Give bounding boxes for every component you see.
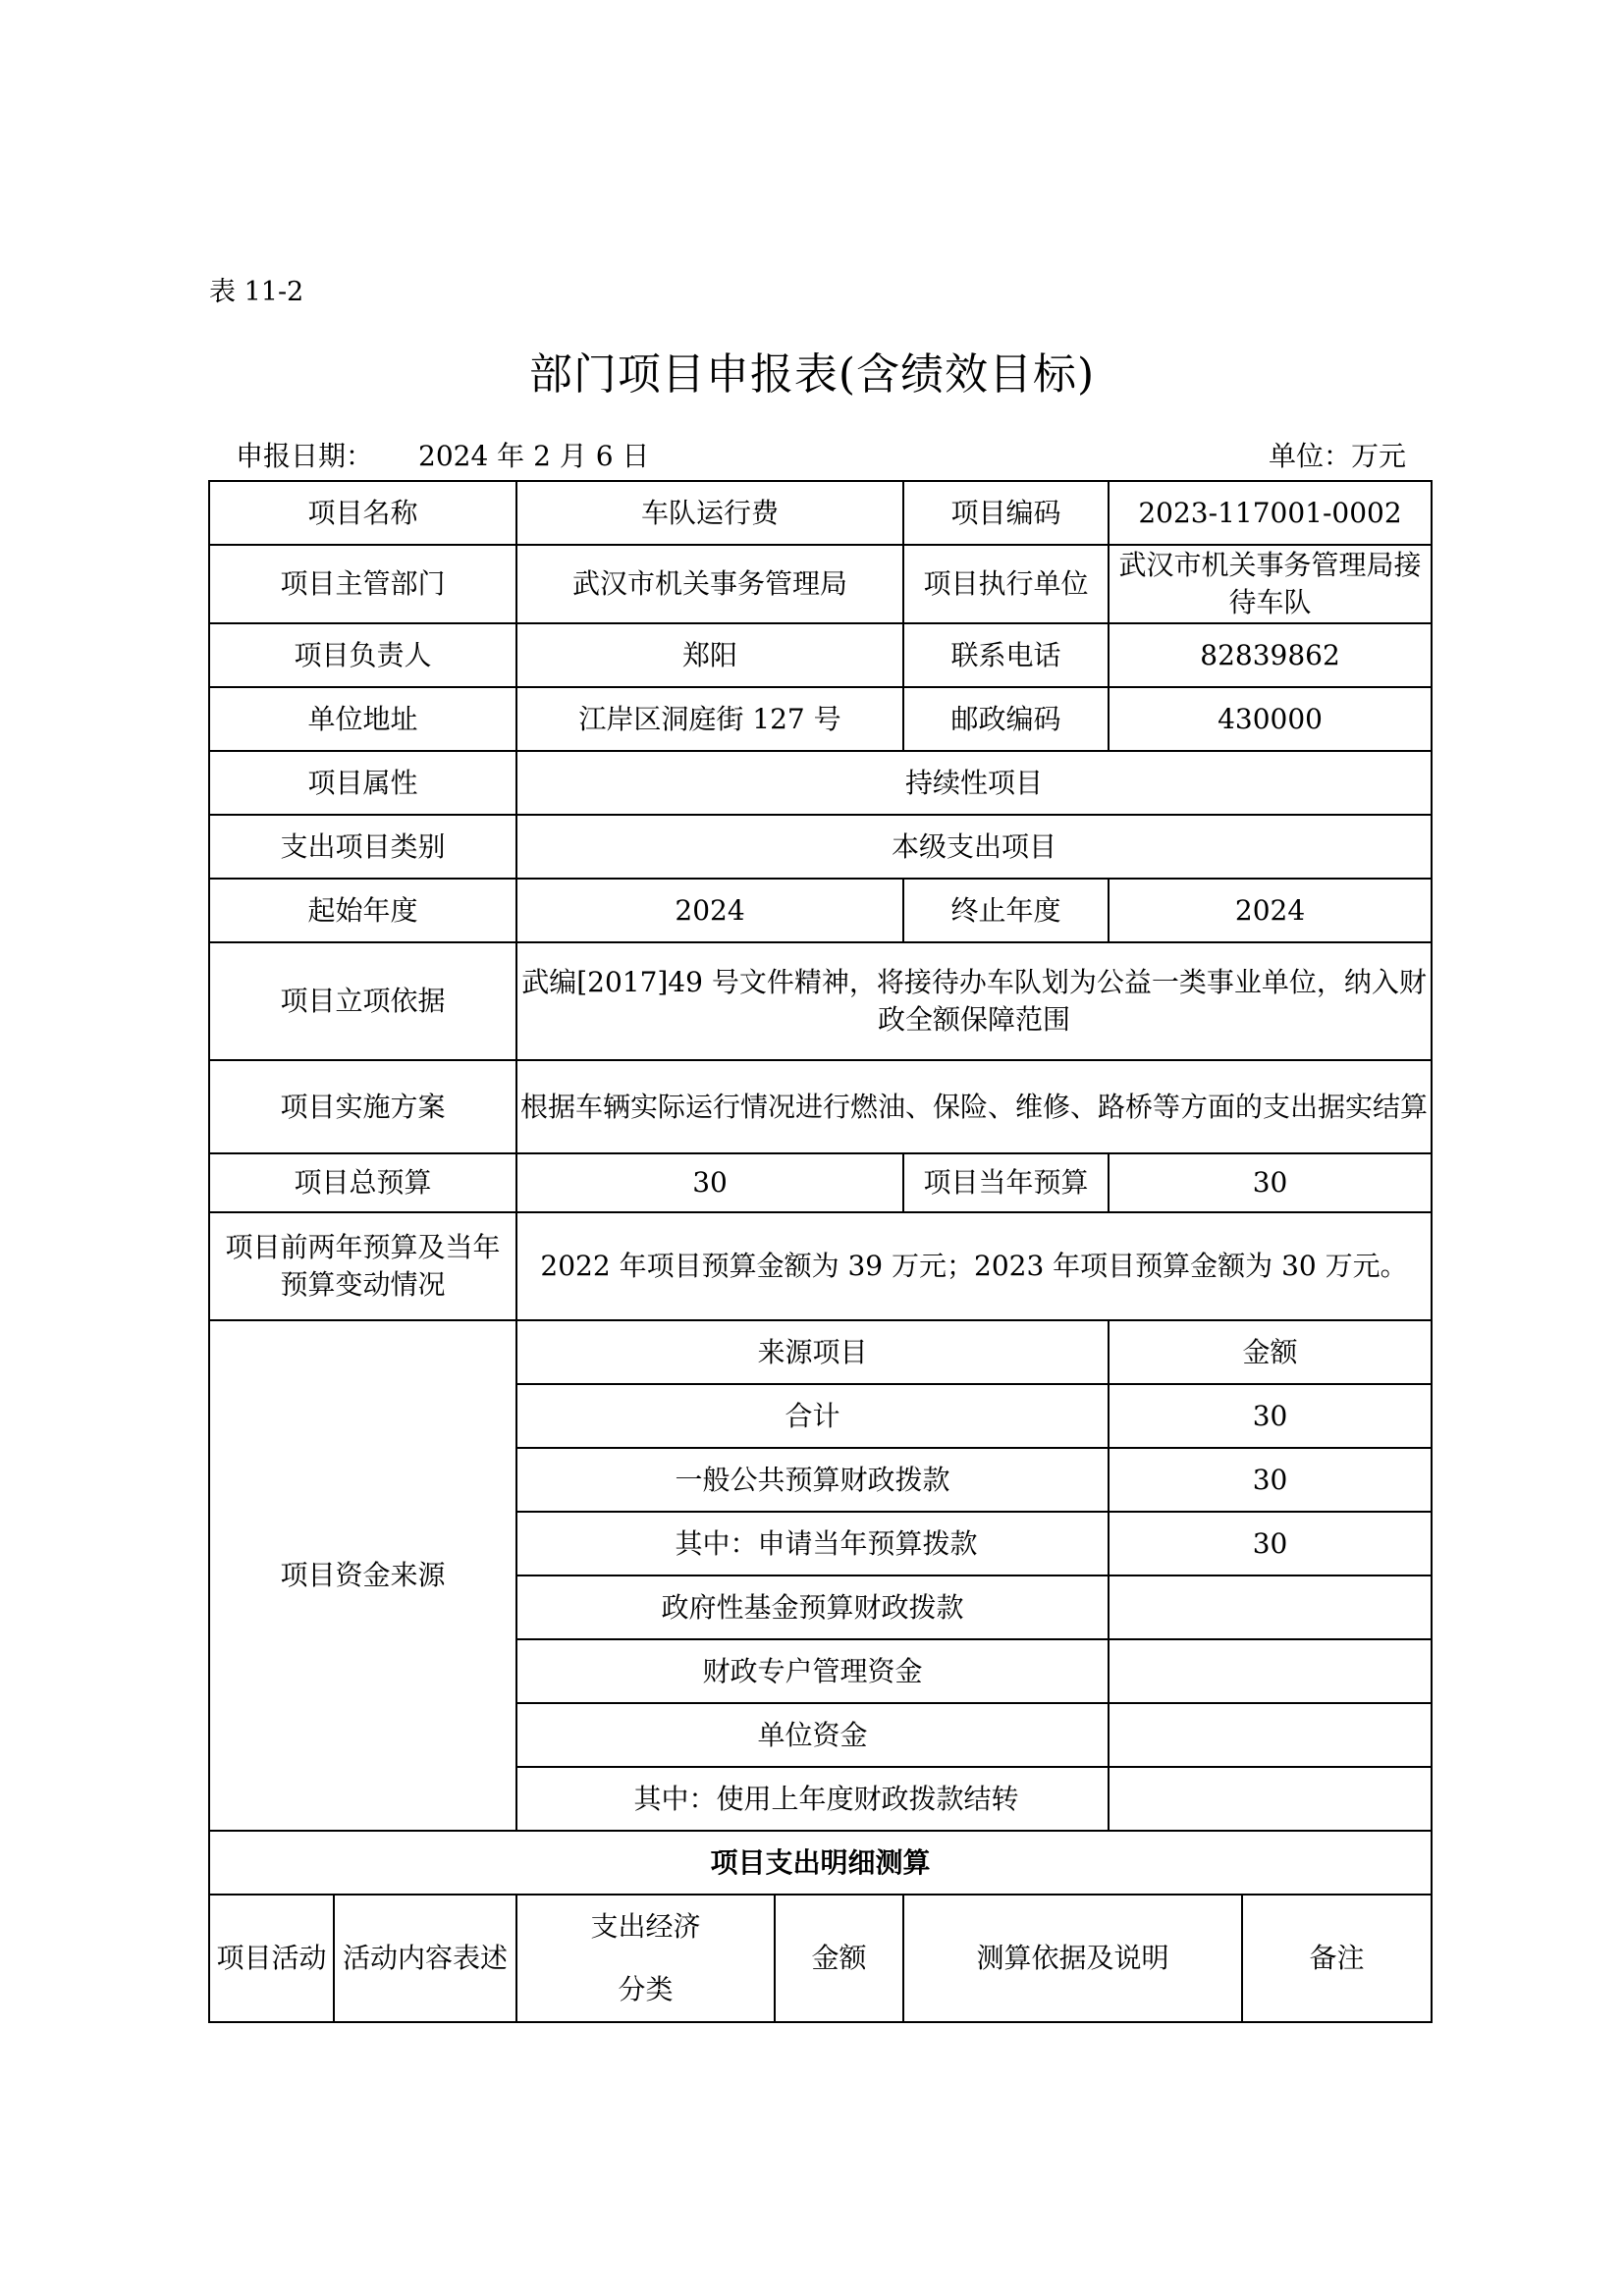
unit-label: 单位：万元 (1268, 440, 1406, 472)
header-activity-content: 活动内容表述 (334, 1895, 516, 2022)
project-application-table (208, 480, 1433, 2023)
value-owner: 郑阳 (516, 623, 903, 687)
row-years (209, 879, 1432, 942)
label-phone: 联系电话 (903, 623, 1109, 687)
row-department (209, 545, 1432, 623)
header-source-item: 来源项目 (516, 1320, 1109, 1384)
label-attribute: 项目属性 (209, 751, 516, 815)
row-budget-change (209, 1212, 1432, 1320)
label-project-code: 项目编码 (903, 481, 1109, 545)
row-funding-header (209, 1320, 1432, 1384)
label-address: 单位地址 (209, 687, 516, 751)
row-detail-title (209, 1831, 1432, 1895)
label-department: 项目主管部门 (209, 545, 516, 623)
value-attribute: 持续性项目 (516, 751, 1432, 815)
label-total-budget: 项目总预算 (209, 1153, 516, 1212)
value-year-budget: 30 (1109, 1153, 1432, 1212)
funding-row-name: 财政专户管理资金 (516, 1639, 1109, 1703)
label-start-year: 起始年度 (209, 879, 516, 942)
header-basis-note (903, 1895, 1432, 2022)
detail-title: 项目支出明细测算 (209, 1831, 1432, 1895)
date-label: 申报日期： (236, 440, 374, 472)
label-year-budget: 项目当年预算 (903, 1153, 1109, 1212)
table-number: 表 11-2 (209, 277, 304, 307)
row-basis (209, 942, 1432, 1060)
row-plan (209, 1060, 1432, 1153)
header-econ-class: 支出经济分类 (516, 1895, 775, 2022)
header-amount: 金额 (1109, 1320, 1432, 1384)
label-zip: 邮政编码 (903, 687, 1109, 751)
row-category (209, 815, 1432, 879)
row-attribute (209, 751, 1432, 815)
funding-row-amount (1109, 1703, 1432, 1767)
value-end-year: 2024 (1109, 879, 1432, 942)
label-basis: 项目立项依据 (209, 942, 516, 1060)
header-calc-basis: 测算依据及说明 (904, 1896, 1243, 2021)
header-detail-amount: 金额 (775, 1895, 903, 2022)
row-budget (209, 1153, 1432, 1212)
row-project-name (209, 481, 1432, 545)
value-basis: 武编[2017]49 号文件精神，将接待办车队划为公益一类事业单位，纳入财政全额保障范围 (516, 942, 1432, 1060)
funding-row-amount: 30 (1109, 1384, 1432, 1448)
funding-row-amount: 30 (1109, 1512, 1432, 1575)
label-category: 支出项目类别 (209, 815, 516, 879)
label-plan: 项目实施方案 (209, 1060, 516, 1153)
header-remark: 备注 (1309, 1942, 1365, 1974)
row-owner (209, 623, 1432, 687)
label-owner: 项目负责人 (209, 623, 516, 687)
funding-row-amount (1109, 1575, 1432, 1639)
funding-row-name: 政府性基金预算财政拨款 (516, 1575, 1109, 1639)
label-exec-unit: 项目执行单位 (903, 545, 1109, 623)
value-address: 江岸区洞庭街 127 号 (516, 687, 903, 751)
funding-row-amount (1109, 1767, 1432, 1831)
funding-row-amount: 30 (1109, 1448, 1432, 1512)
value-total-budget: 30 (516, 1153, 903, 1212)
value-phone: 82839862 (1109, 623, 1432, 687)
funding-row-name: 一般公共预算财政拨款 (516, 1448, 1109, 1512)
value-exec-unit: 武汉市机关事务管理局接待车队 (1109, 545, 1432, 623)
date-value: 2024 年 2 月 6 日 (418, 440, 650, 472)
funding-row-name: 其中：申请当年预算拨款 (516, 1512, 1109, 1575)
value-plan: 根据车辆实际运行情况进行燃油、保险、维修、路桥等方面的支出据实结算 (516, 1060, 1432, 1153)
value-project-name: 车队运行费 (516, 481, 903, 545)
page-title: 部门项目申报表(含绩效目标) (528, 349, 1096, 400)
funding-row-name: 单位资金 (516, 1703, 1109, 1767)
row-address (209, 687, 1432, 751)
label-budget-change: 项目前两年预算及当年预算变动情况 (209, 1212, 516, 1320)
label-end-year: 终止年度 (903, 879, 1109, 942)
funding-row-name: 其中：使用上年度财政拨款结转 (516, 1767, 1109, 1831)
value-zip: 430000 (1109, 687, 1432, 751)
label-funding-source: 项目资金来源 (209, 1320, 516, 1831)
value-start-year: 2024 (516, 879, 903, 942)
funding-row-amount (1109, 1639, 1432, 1703)
value-category: 本级支出项目 (516, 815, 1432, 879)
value-project-code: 2023-117001-0002 (1109, 481, 1432, 545)
row-detail-header (209, 1895, 1432, 2022)
header-activity: 项目活动 (209, 1895, 334, 2022)
funding-row-name: 合计 (516, 1384, 1109, 1448)
label-project-name: 项目名称 (209, 481, 516, 545)
value-budget-change: 2022 年项目预算金额为 39 万元；2023 年项目预算金额为 30 万元。 (516, 1212, 1432, 1320)
value-department: 武汉市机关事务管理局 (516, 545, 903, 623)
report-date (236, 435, 649, 474)
